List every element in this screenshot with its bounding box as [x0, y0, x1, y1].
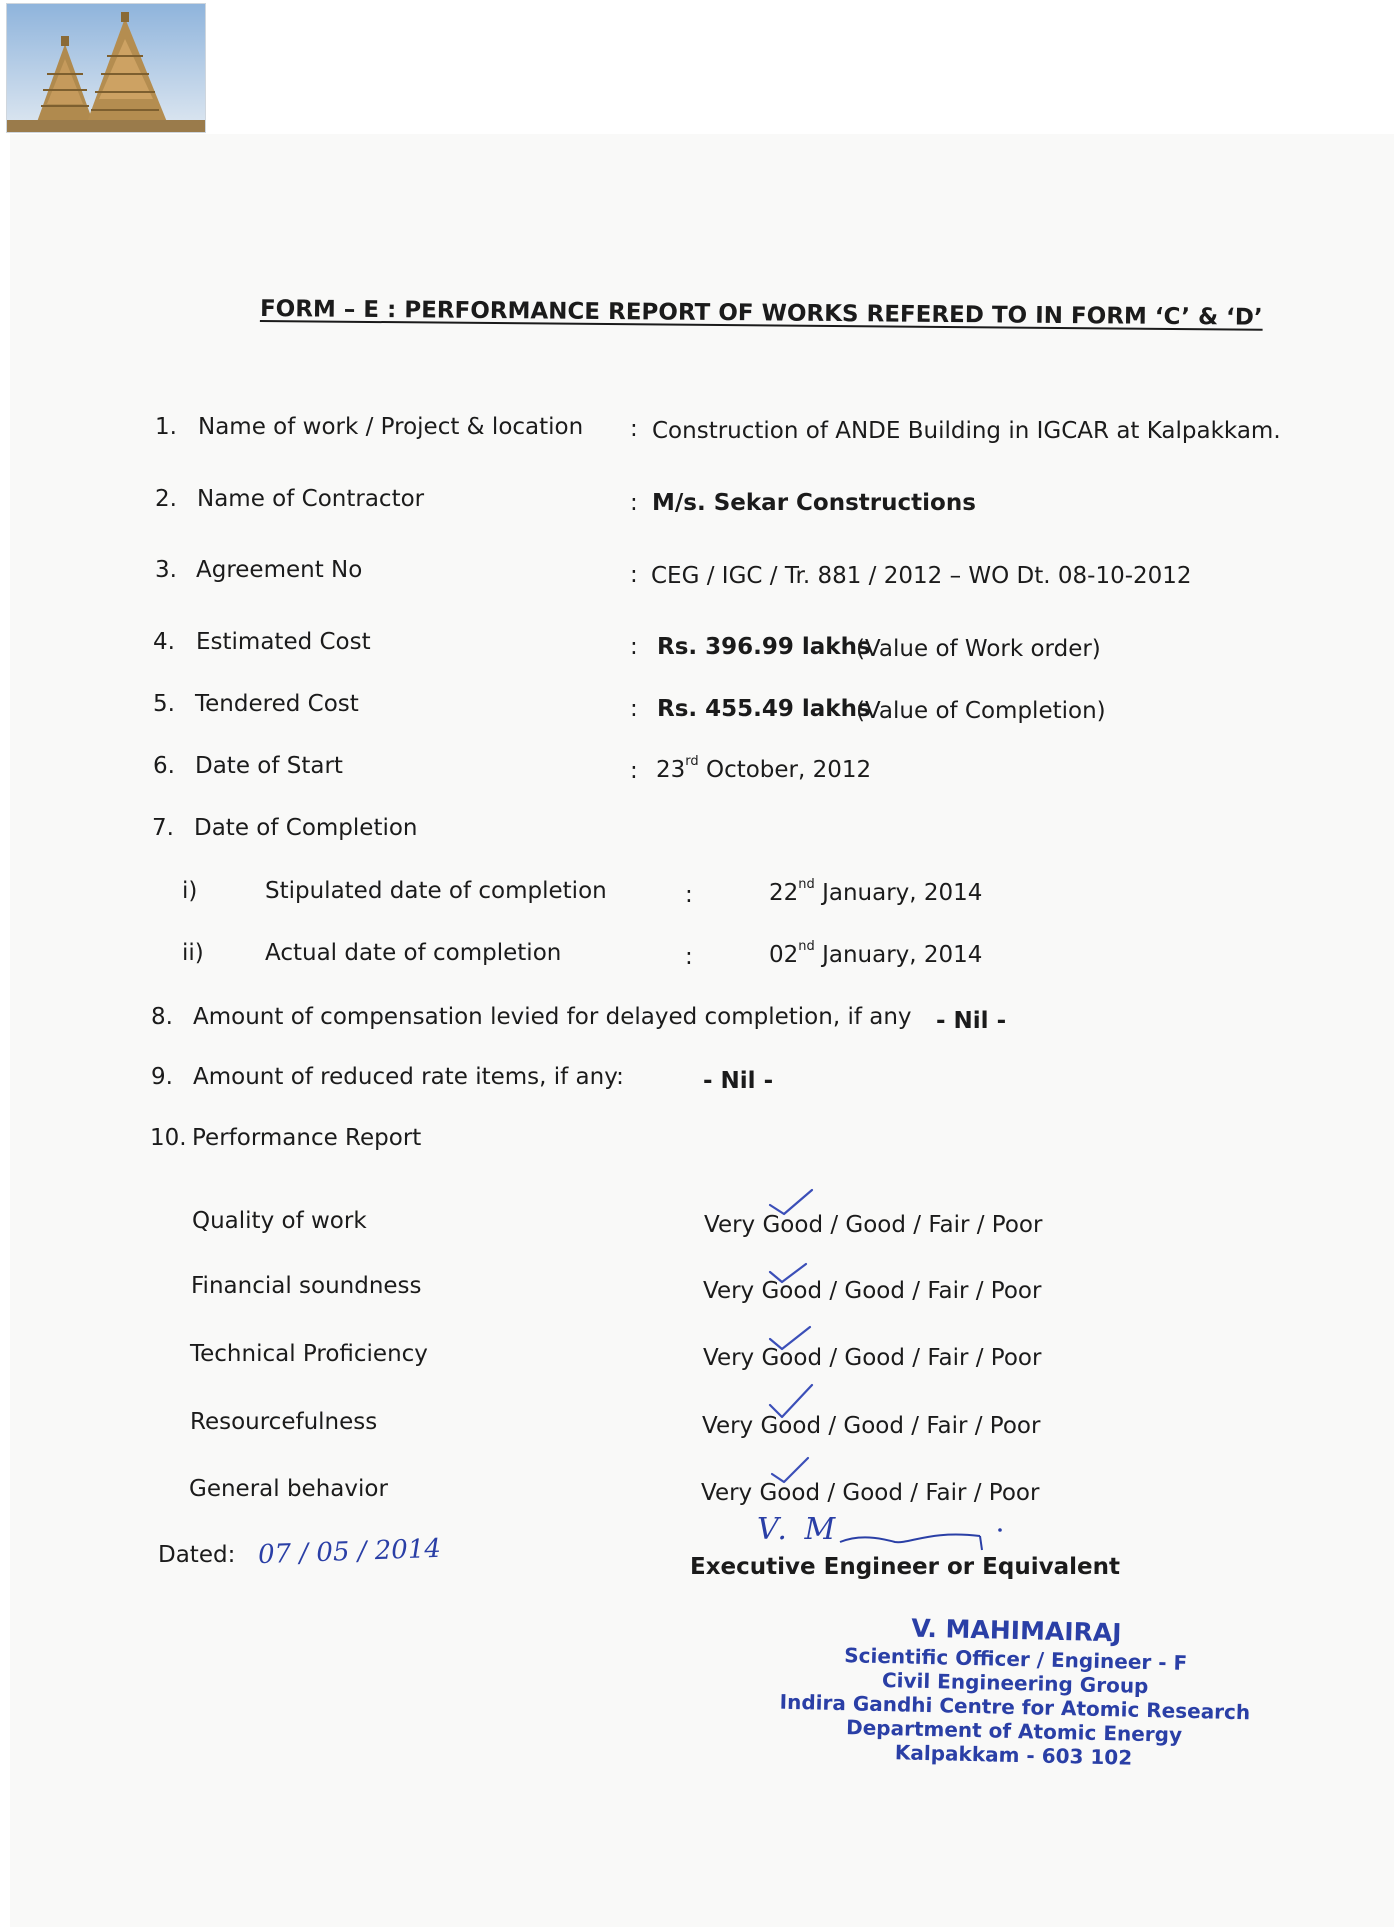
stamp-group: Civil Engineering Group [881, 1667, 1149, 1699]
colon: : [630, 634, 638, 660]
check-mark-icon [770, 1327, 810, 1349]
date-rest: January, 2014 [822, 942, 983, 968]
colon: : [685, 882, 693, 908]
colon: : [630, 758, 638, 784]
item-number: 2. [155, 486, 177, 512]
item-label: Estimated Cost [196, 629, 371, 655]
sub-item-label: Actual date of completion [265, 940, 562, 966]
performance-criterion: Financial soundness [191, 1273, 422, 1299]
sub-item-number: ii) [182, 940, 204, 966]
date-day: 02 [769, 942, 799, 968]
official-stamp [778, 1611, 1251, 1773]
sub-item-label: Stipulated date of completion [265, 878, 607, 904]
performance-criterion: Resourcefulness [190, 1409, 378, 1435]
item-label: Performance Report [192, 1125, 422, 1151]
stamp-designation: Scientific Officer / Engineer - F [844, 1643, 1188, 1675]
performance-criterion: Technical Proficiency [190, 1341, 428, 1367]
date-suffix: nd [798, 877, 815, 893]
date-rest: October, 2012 [705, 757, 872, 783]
item-value: CEG / IGC / Tr. 881 / 2012 – WO Dt. 08-10-2012 [651, 563, 1192, 589]
item-number: 7. [152, 815, 174, 841]
check-mark-icon [770, 1385, 812, 1417]
stamp-organization: Indira Gandhi Centre for Atomic Research [779, 1689, 1251, 1725]
signatory-title: Executive Engineer or Equivalent [690, 1554, 1120, 1580]
dated-label: Dated: [158, 1542, 236, 1568]
item-label: Date of Completion [194, 815, 418, 841]
date-day: 23 [656, 757, 686, 783]
item-label: Amount of reduced rate items, if any: [193, 1064, 624, 1090]
colon: : [685, 944, 693, 970]
check-mark-icon [770, 1264, 806, 1282]
item-number: 4. [153, 629, 175, 655]
sub-item-number: i) [182, 878, 198, 904]
item-value: - Nil - [703, 1068, 774, 1094]
item-number: 5. [153, 691, 175, 717]
item-label: Tendered Cost [195, 691, 359, 717]
date-day: 22 [769, 880, 799, 906]
item-label: Name of Contractor [197, 486, 425, 512]
signature-image: V. M [757, 1512, 840, 1547]
rating-scale: Very Good / Good / Fair / Poor [702, 1413, 1041, 1439]
colon: : [630, 696, 638, 722]
performance-criterion: General behavior [189, 1476, 388, 1502]
item-value-note: (Value of Work order) [856, 636, 1101, 662]
colon: : [630, 416, 638, 442]
item-value: - Nil - [936, 1008, 1007, 1034]
stamp-address: Kalpakkam - 603 102 [894, 1740, 1133, 1770]
item-number: 3. [155, 557, 177, 583]
check-mark-icon [770, 1190, 812, 1214]
performance-criterion: Quality of work [192, 1208, 367, 1234]
item-value-amount: Rs. 455.49 lakhs [657, 696, 871, 722]
item-label: Name of work / Project & location [198, 414, 584, 440]
stamp-name: V. MAHIMAIRAJ [910, 1613, 1122, 1648]
item-value-amount: Rs. 396.99 lakhs [657, 634, 871, 660]
item-value: Construction of ANDE Building in IGCAR at Kalpakkam. [652, 418, 1281, 444]
colon: : [630, 490, 638, 516]
check-mark-icon [772, 1458, 808, 1482]
rating-scale: Very Good / Good / Fair / Poor [701, 1480, 1040, 1506]
item-number: 9. [151, 1064, 173, 1090]
colon: : [630, 562, 638, 588]
item-label: Agreement No [196, 557, 363, 583]
item-label: Amount of compensation levied for delayed completion, if any [193, 1004, 912, 1030]
rating-scale: Very Good / Good / Fair / Poor [703, 1278, 1042, 1304]
item-number: 8. [151, 1004, 173, 1030]
dated-value: 07 / 05 / 2014 [257, 1533, 442, 1571]
date-suffix: nd [798, 939, 815, 955]
item-value-note: (Value of Completion) [856, 698, 1106, 724]
form-title: FORM – E : PERFORMANCE REPORT OF WORKS REFERED TO IN FORM ‘C’ & ‘D’ [259, 296, 1263, 331]
item-number: 10. [150, 1125, 187, 1151]
stamp-department: Department of Atomic Energy [845, 1715, 1183, 1747]
rating-scale: Very Good / Good / Fair / Poor [703, 1345, 1042, 1371]
item-number: 1. [155, 414, 177, 440]
rating-scale: Very Good / Good / Fair / Poor [704, 1212, 1043, 1238]
item-number: 6. [153, 753, 175, 779]
date-rest: January, 2014 [822, 880, 983, 906]
date-suffix: rd [685, 754, 699, 770]
item-label: Date of Start [195, 753, 343, 779]
item-value: M/s. Sekar Constructions [652, 490, 976, 516]
